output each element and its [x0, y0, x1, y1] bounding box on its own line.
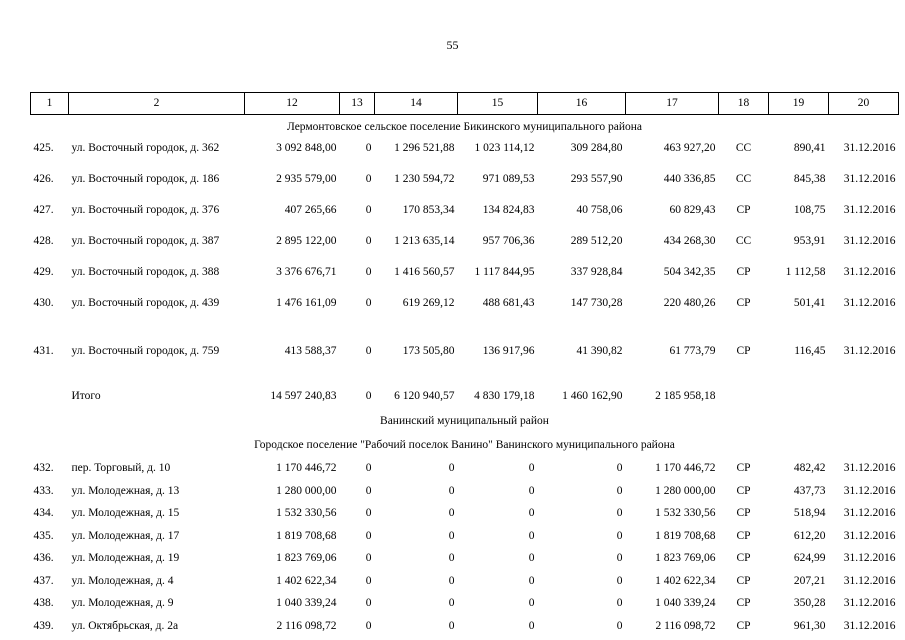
cell-c20: 31.12.2016: [843, 204, 896, 216]
cell-c14: 173 505,80: [402, 345, 455, 357]
cell-c19: 624,99: [793, 552, 826, 564]
cell-c17: 60 829,43: [669, 204, 716, 216]
cell-addr: ул. Октябрьская, д. 2а: [71, 619, 179, 632]
cell-c20: 31.12.2016: [843, 529, 896, 542]
cell-c20: 31.12.2016: [843, 345, 896, 357]
cell-addr: пер. Торговый, д. 10: [71, 462, 171, 474]
table-row: [31, 525, 899, 548]
header-row: [31, 93, 899, 115]
cell-c15: 1 023 114,12: [474, 142, 535, 154]
cell-c16: 0: [616, 619, 623, 632]
table-row: [31, 325, 899, 389]
cell-c16: 41 390,82: [576, 345, 623, 357]
table-row: [31, 232, 899, 263]
cell-c16: 0: [616, 552, 623, 564]
col-header: 20: [829, 93, 899, 115]
col-header: 13: [340, 93, 375, 115]
cell-c13: 0: [365, 297, 372, 309]
cell-c16: 147 730,28: [570, 297, 623, 309]
cell-c20: 31.12.2016: [843, 552, 896, 564]
cell-addr: ул. Восточный городок, д. 376: [71, 204, 220, 216]
cell-c20: 31.12.2016: [843, 507, 896, 519]
cell-c18: СС: [735, 142, 752, 154]
cell-c17: 1 170 446,72: [655, 462, 716, 474]
total-c16: 1 460 162,90: [562, 390, 623, 402]
cell-c19: 108,75: [793, 204, 826, 216]
cell-c17: 504 342,35: [663, 266, 716, 278]
cell-c15: 0: [528, 574, 535, 587]
cell-c13: 0: [365, 552, 372, 564]
empty-cell: [719, 389, 769, 409]
cell-c13: 0: [365, 529, 372, 542]
cell-c18: СС: [735, 235, 752, 247]
total-c14: 6 120 940,57: [394, 390, 455, 402]
total-c13: 0: [365, 390, 372, 402]
cell-addr: ул. Молодежная, д. 9: [71, 597, 174, 609]
cell-c13: 0: [365, 574, 372, 587]
cell-c19: 953,91: [793, 235, 826, 247]
cell-c18: СР: [736, 297, 751, 309]
cell-addr: ул. Восточный городок, д. 362: [71, 142, 220, 154]
section-title-row: [31, 115, 899, 140]
cell-n: 439.: [33, 619, 54, 632]
cell-c15: 0: [528, 552, 535, 564]
cell-c17: 1 402 622,34: [655, 574, 716, 587]
cell-c16: 40 758,06: [576, 204, 623, 216]
cell-addr: ул. Восточный городок, д. 186: [71, 173, 220, 185]
cell-c19: 116,45: [794, 345, 826, 357]
cell-c16: 337 928,84: [570, 266, 623, 278]
cell-c17: 2 116 098,72: [655, 619, 716, 632]
cell-c15: 488 681,43: [482, 297, 535, 309]
cell-c16: 0: [616, 529, 623, 542]
cell-c15: 971 089,53: [482, 173, 535, 185]
settlement-title: Городское поселение "Рабочий поселок Ванино" Ванинского муниципального района: [254, 439, 675, 451]
cell-c20: 31.12.2016: [843, 619, 896, 632]
cell-c13: 0: [365, 507, 372, 519]
cell-c13: 0: [365, 484, 372, 497]
cell-n: 428.: [33, 235, 54, 247]
total-row: [31, 389, 899, 409]
cell-c18: СР: [736, 552, 751, 564]
col-header: 2: [69, 93, 245, 115]
cell-c14: 0: [448, 619, 455, 632]
cell-c17: 1 040 339,24: [655, 597, 716, 609]
cell-c19: 890,41: [793, 142, 826, 154]
cell-c13: 0: [365, 345, 372, 357]
cell-c19: 207,21: [793, 574, 826, 587]
empty-cell: [31, 389, 69, 409]
table-row: [31, 480, 899, 503]
col-header: 14: [375, 93, 458, 115]
col-header: 1: [31, 93, 69, 115]
district-title-row: [31, 409, 899, 433]
cell-c14: 0: [448, 552, 455, 564]
cell-c12: 1 402 622,34: [276, 574, 337, 587]
cell-c18: СР: [736, 345, 751, 357]
cell-c17: 1 532 330,56: [655, 507, 716, 519]
cell-c17: 434 268,30: [663, 235, 716, 247]
cell-c12: 3 376 676,71: [276, 266, 337, 278]
cell-c20: 31.12.2016: [843, 173, 896, 185]
cell-c16: 0: [616, 597, 623, 609]
col-header: 15: [458, 93, 538, 115]
cell-n: 434.: [33, 507, 54, 519]
cell-c14: 0: [448, 462, 455, 474]
cell-addr: ул. Молодежная, д. 15: [71, 507, 180, 519]
table-row: [31, 547, 899, 570]
cell-c12: 1 823 769,06: [276, 552, 337, 564]
cell-n: 437.: [33, 574, 54, 587]
cell-addr: ул. Молодежная, д. 13: [71, 484, 180, 497]
cell-c20: 31.12.2016: [843, 597, 896, 609]
cell-c12: 1 819 708,68: [276, 529, 337, 542]
table-row: [31, 201, 899, 232]
cell-addr: ул. Молодежная, д. 19: [71, 552, 180, 564]
col-header: 18: [719, 93, 769, 115]
cell-c17: 1 819 708,68: [655, 529, 716, 542]
cell-c12: 407 265,66: [284, 204, 337, 216]
table-row: [31, 294, 899, 325]
cell-c14: 619 269,12: [402, 297, 455, 309]
table-row: [31, 592, 899, 615]
cell-c13: 0: [365, 235, 372, 247]
cell-c14: 0: [448, 484, 455, 497]
cell-c13: 0: [365, 142, 372, 154]
cell-c14: 0: [448, 574, 455, 587]
col-header: 12: [245, 93, 340, 115]
cell-c16: 0: [616, 484, 623, 497]
cell-c19: 350,28: [793, 597, 826, 609]
cell-c18: СР: [736, 574, 751, 587]
cell-c15: 0: [528, 597, 535, 609]
cell-c14: 0: [448, 529, 455, 542]
table-row: [31, 139, 899, 170]
empty-cell: [769, 389, 829, 409]
table-row: [31, 615, 899, 638]
cell-addr: ул. Молодежная, д. 17: [71, 529, 180, 542]
cell-n: 436.: [33, 552, 54, 564]
cell-n: 438.: [33, 597, 54, 609]
cell-addr: ул. Восточный городок, д. 387: [71, 235, 220, 247]
housing-table: [30, 92, 899, 637]
col-header: 19: [769, 93, 829, 115]
cell-c15: 0: [528, 462, 535, 474]
district-title: Ванинский муниципальный район: [380, 415, 549, 427]
cell-c12: 413 588,37: [284, 345, 337, 357]
cell-c13: 0: [365, 266, 372, 278]
table-row: [31, 170, 899, 201]
page-number: 55: [446, 38, 459, 52]
cell-c14: 0: [448, 597, 455, 609]
cell-c20: 31.12.2016: [843, 266, 896, 278]
cell-c18: СР: [736, 462, 751, 474]
cell-c19: 961,30: [793, 619, 826, 632]
cell-c19: 482,42: [793, 462, 826, 474]
cell-c15: 957 706,36: [482, 235, 535, 247]
cell-n: 431.: [33, 345, 54, 357]
cell-c18: СС: [735, 173, 752, 185]
col-header: 17: [626, 93, 719, 115]
cell-n: 430.: [33, 297, 54, 309]
cell-c18: СР: [736, 619, 751, 632]
section-title: Лермонтовское сельское поселение Бикинского муниципального района: [286, 121, 643, 133]
cell-c18: СР: [736, 484, 751, 497]
cell-c16: 289 512,20: [570, 235, 623, 247]
cell-c14: 170 853,34: [402, 204, 455, 216]
cell-n: 429.: [33, 266, 54, 278]
cell-addr: ул. Восточный городок, д. 388: [71, 266, 220, 278]
cell-c17: 440 336,85: [663, 173, 716, 185]
table-row: [31, 502, 899, 525]
cell-c20: 31.12.2016: [843, 574, 896, 587]
cell-c14: 1 416 560,57: [394, 266, 455, 278]
total-c12: 14 597 240,83: [270, 390, 337, 402]
cell-c18: СР: [736, 529, 751, 542]
total-c15: 4 830 179,18: [474, 390, 535, 402]
table-row: [31, 457, 899, 480]
cell-n: 433.: [33, 484, 54, 497]
cell-c18: СР: [736, 266, 751, 278]
empty-cell: [829, 389, 899, 409]
cell-c19: 437,73: [793, 484, 826, 497]
cell-n: 435.: [33, 529, 54, 542]
cell-c12: 1 280 000,00: [276, 484, 337, 497]
cell-c12: 1 532 330,56: [276, 507, 337, 519]
cell-c19: 518,94: [793, 507, 826, 519]
cell-c15: 0: [528, 529, 535, 542]
cell-c20: 31.12.2016: [843, 484, 896, 497]
cell-c18: СР: [736, 597, 751, 609]
cell-c15: 0: [528, 484, 535, 497]
cell-c13: 0: [365, 204, 372, 216]
cell-c20: 31.12.2016: [843, 297, 896, 309]
cell-c17: 1 823 769,06: [655, 552, 716, 564]
cell-c12: 1 170 446,72: [276, 462, 337, 474]
cell-c16: 0: [616, 574, 623, 587]
cell-c13: 0: [365, 462, 372, 474]
cell-c19: 612,20: [793, 529, 826, 542]
cell-n: 427.: [33, 204, 54, 216]
cell-c18: СР: [736, 204, 751, 216]
cell-addr: ул. Молодежная, д. 4: [71, 574, 174, 587]
table-row: [31, 570, 899, 593]
cell-c17: 61 773,79: [669, 345, 716, 357]
cell-c16: 0: [616, 462, 623, 474]
cell-c17: 1 280 000,00: [655, 484, 716, 497]
cell-c13: 0: [365, 173, 372, 185]
cell-c15: 136 917,96: [482, 345, 535, 357]
cell-c15: 0: [528, 619, 535, 632]
cell-c12: 2 116 098,72: [276, 619, 337, 632]
cell-addr: ул. Восточный городок, д. 439: [71, 297, 220, 309]
cell-c20: 31.12.2016: [843, 235, 896, 247]
cell-c12: 3 092 848,00: [276, 142, 337, 154]
cell-c14: 1 213 635,14: [394, 235, 455, 247]
cell-c16: 0: [616, 507, 623, 519]
cell-c14: 1 230 594,72: [394, 173, 455, 185]
cell-c12: 2 935 579,00: [276, 173, 337, 185]
table-row: [31, 263, 899, 294]
table-body: [31, 93, 899, 638]
cell-c15: 0: [528, 507, 535, 519]
cell-c13: 0: [365, 619, 372, 632]
cell-c19: 845,38: [793, 173, 826, 185]
cell-c12: 2 895 122,00: [276, 235, 337, 247]
cell-c18: СР: [736, 507, 751, 519]
cell-c14: 1 296 521,88: [394, 142, 455, 154]
cell-n: 426.: [33, 173, 54, 185]
total-label: Итого: [71, 390, 101, 402]
cell-n: 432.: [33, 462, 54, 474]
cell-c13: 0: [365, 597, 372, 609]
cell-n: 425.: [33, 142, 54, 154]
cell-c15: 134 824,83: [482, 204, 535, 216]
cell-c20: 31.12.2016: [843, 462, 896, 474]
settlement-title-row: [31, 433, 899, 457]
cell-c15: 1 117 844,95: [474, 266, 535, 278]
cell-addr: ул. Восточный городок, д. 759: [71, 345, 220, 357]
col-header: 16: [538, 93, 626, 115]
cell-c14: 0: [448, 507, 455, 519]
cell-c16: 293 557,90: [570, 173, 623, 185]
total-c17: 2 185 958,18: [655, 390, 716, 402]
cell-c16: 309 284,80: [570, 142, 623, 154]
cell-c20: 31.12.2016: [843, 142, 896, 154]
cell-c12: 1 040 339,24: [276, 597, 337, 609]
cell-c17: 463 927,20: [663, 142, 716, 154]
cell-c17: 220 480,26: [663, 297, 716, 309]
cell-c19: 501,41: [793, 297, 826, 309]
cell-c12: 1 476 161,09: [276, 297, 337, 309]
cell-c19: 1 112,58: [785, 266, 826, 278]
